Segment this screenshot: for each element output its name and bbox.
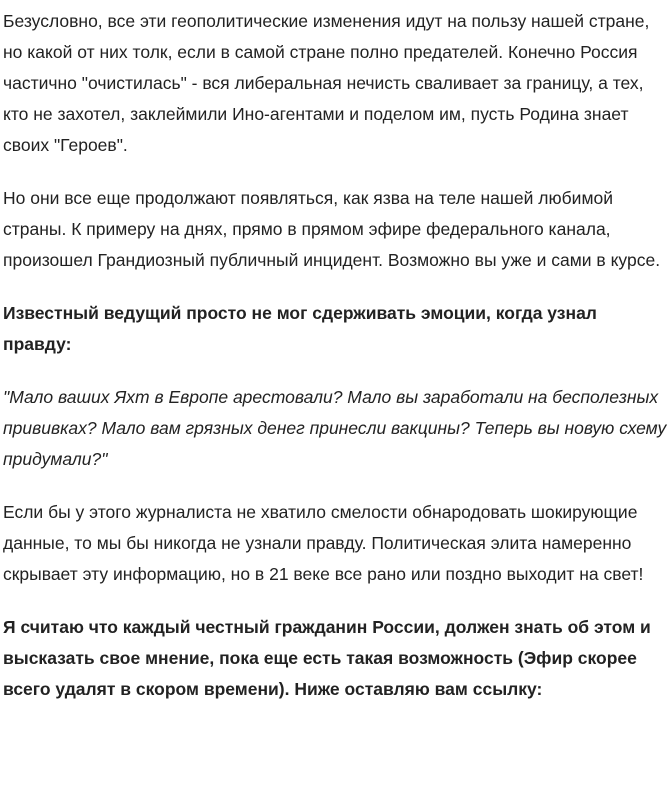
paragraph-call-to-action: Я считаю что каждый честный гражданин России, должен знать об этом и высказать свое мнение, пока еще есть такая возможность (Эфир скорее всего удалят в скором времени). Ниже оставляю вам ссылку:: [3, 617, 651, 699]
paragraph-quote: "Мало ваших Яхт в Европе арестовали? Мало вы заработали на бесполезных прививках? Мало вам грязных денег принесли вакцины? Теперь вы новую схему придумали?": [3, 387, 667, 469]
article-body: [3, 6, 667, 705]
paragraph-intro: Безусловно, все эти геополитические изменения идут на пользу нашей стране, но какой от них толк, если в самой стране полно предателей. Конечно Россия частично "очистилась" - вся либеральная нечисть сваливает за границу, а тех, кто не захотел, заклеймили Ино-агентами и поделом им, пусть Родина знает своих "Героев".: [3, 11, 650, 155]
paragraph-journalist: Если бы у этого журналиста не хватило смелости обнародовать шокирующие данные, то мы бы никогда не узнали правду. Политическая элита намеренно скрывает эту информацию, но в 21 веке все рано или поздно выходит на свет!: [3, 502, 644, 584]
paragraph-incident: Но они все еще продолжают появляться, как язва на теле нашей любимой страны. К примеру на днях, прямо в прямом эфире федерального канала, произошел Грандиозный публичный инцидент. Возможно вы уже и сами в курсе.: [3, 188, 661, 270]
paragraph-host-emotion: Известный ведущий просто не мог сдерживать эмоции, когда узнал правду:: [3, 303, 597, 354]
